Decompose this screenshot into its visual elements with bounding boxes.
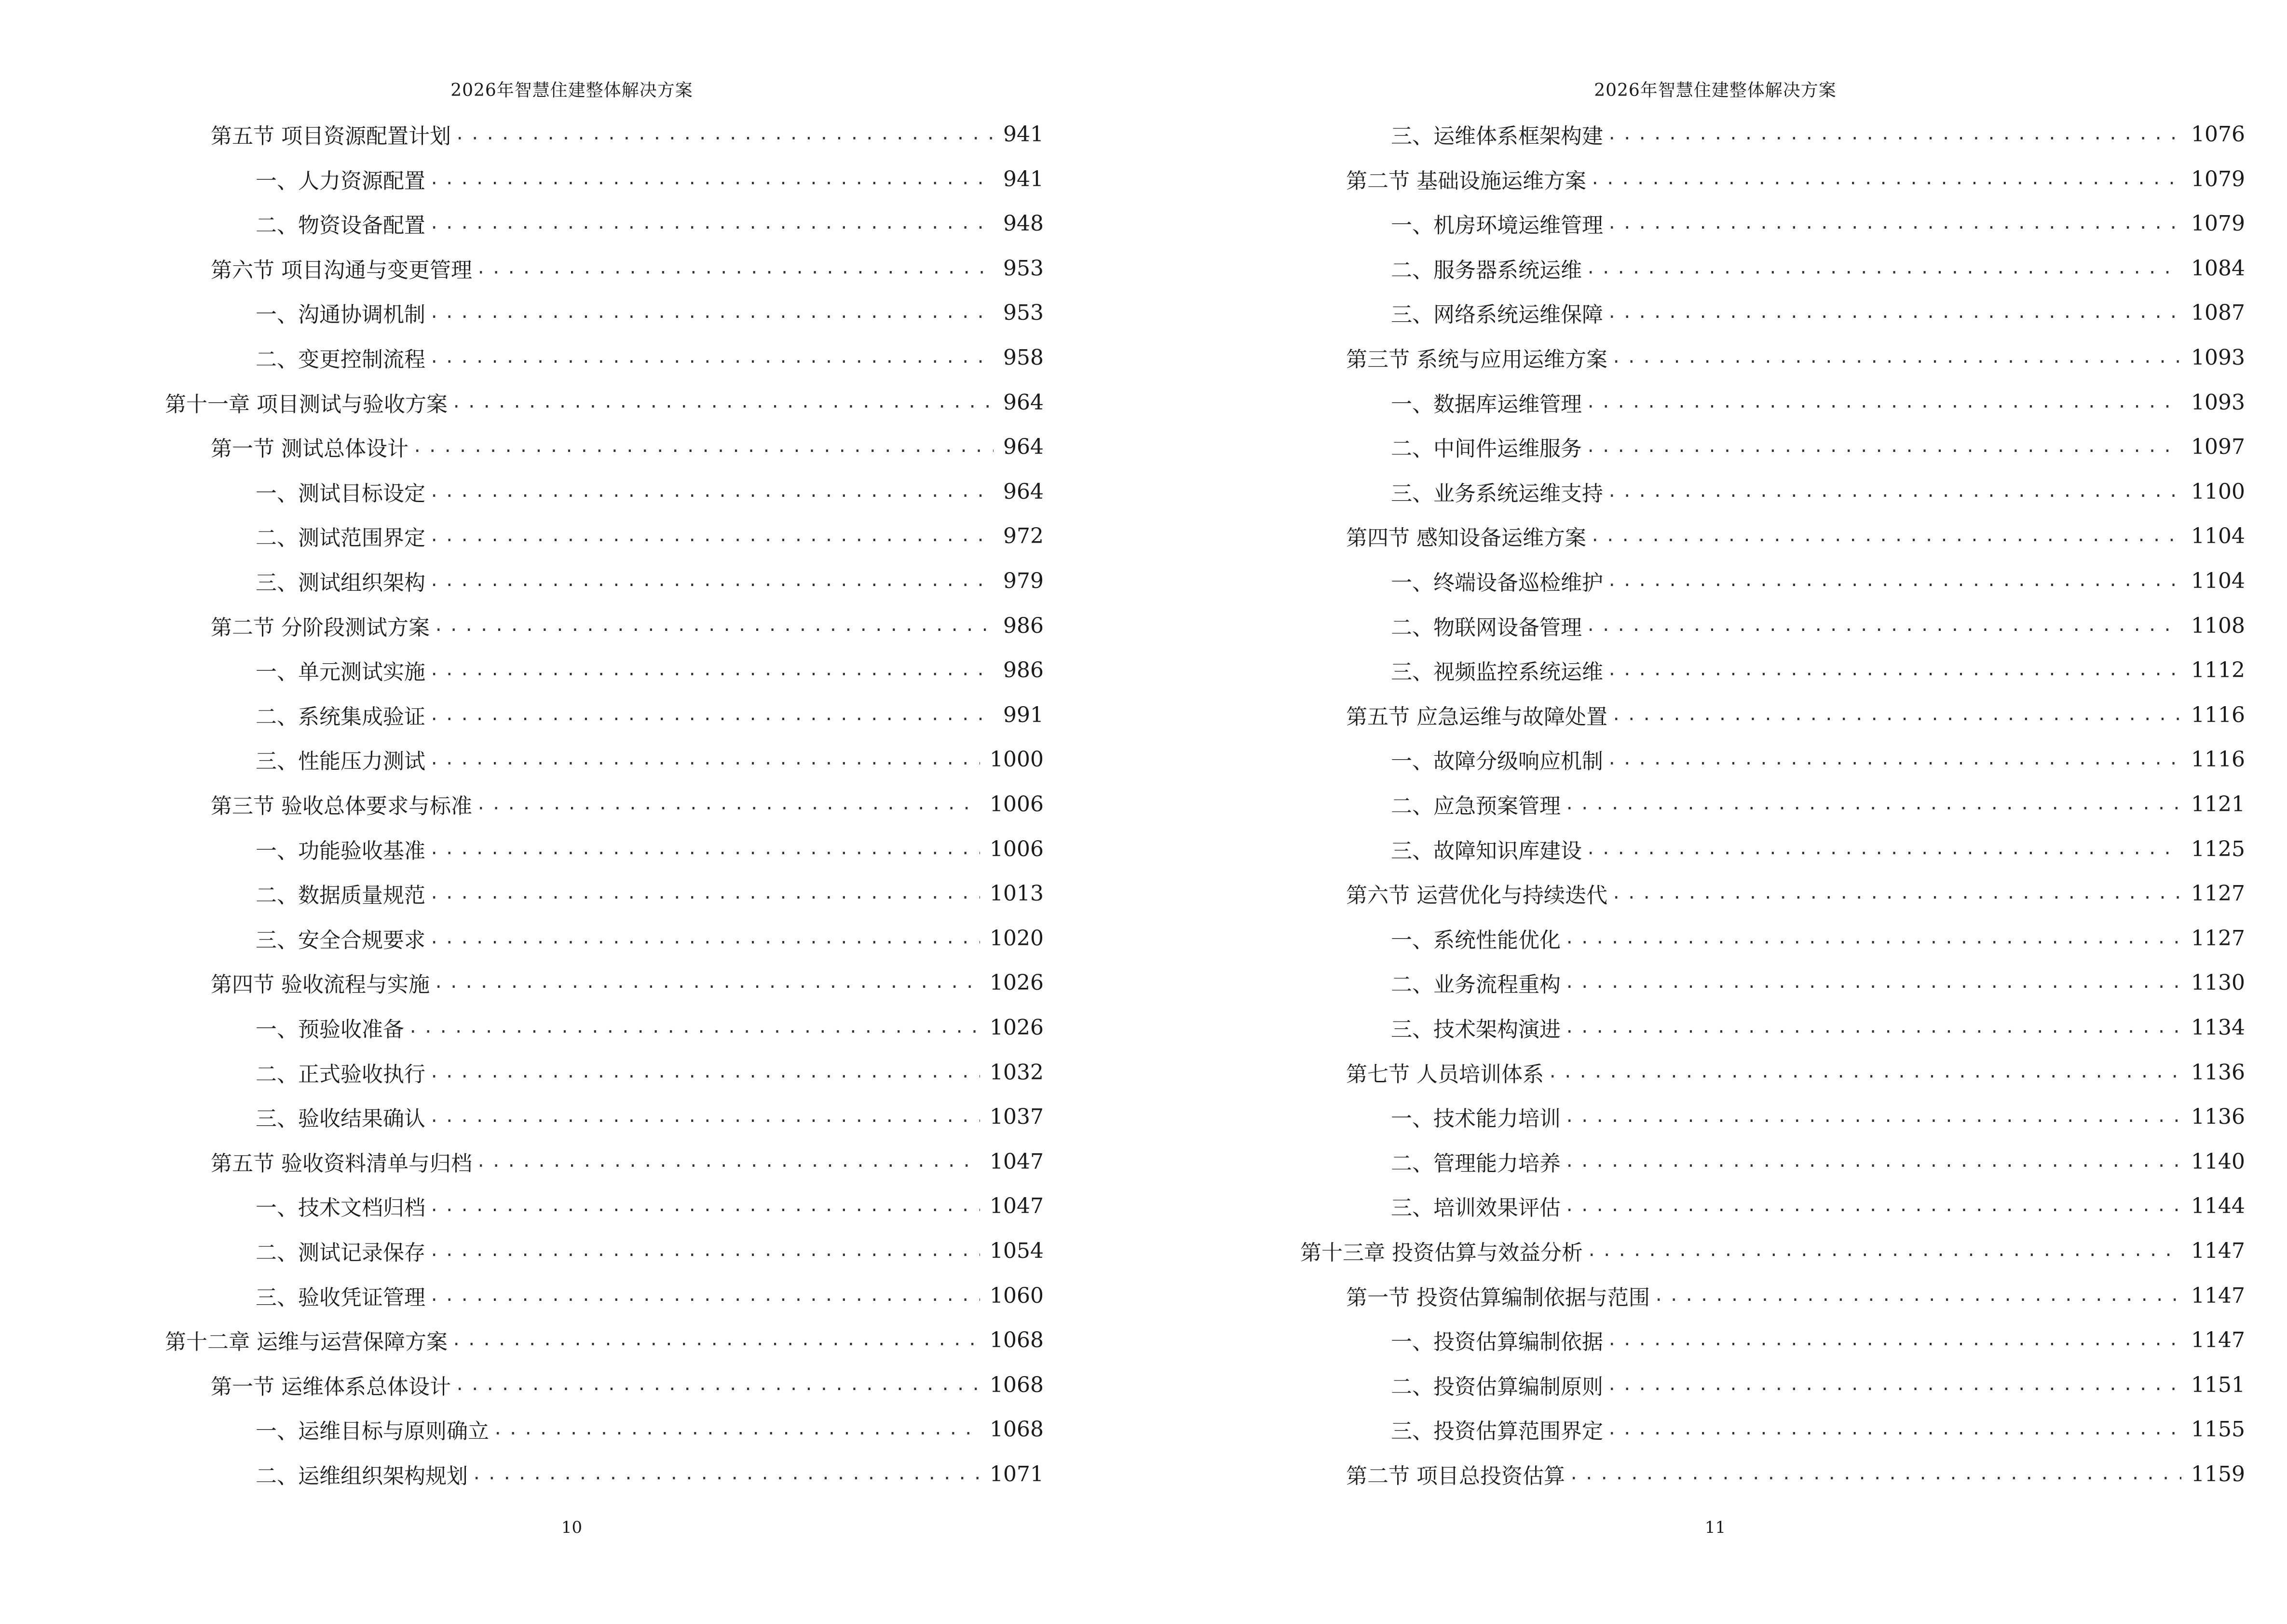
toc-dot-leader: [429, 1286, 980, 1305]
toc-dot-leader: [429, 1241, 980, 1260]
toc-entry-title: 二、物资设备配置: [256, 213, 425, 238]
toc-entry-page: 1134: [2191, 1015, 2245, 1040]
toc-entry-title: 三、投资估算范围界定: [1391, 1419, 1603, 1444]
toc-entry-title: 二、运维组织架构规划: [256, 1464, 468, 1488]
page-header: 2026年智慧住建整体解决方案: [450, 81, 693, 100]
toc-entry-page: 991: [1003, 702, 1044, 727]
toc-entry-page: 1136: [2191, 1104, 2245, 1129]
toc-entry-title: 二、测试范围界定: [256, 526, 425, 550]
toc-entry-title: 第一节 测试总体设计: [211, 437, 408, 461]
toc-entry-page: 1104: [2191, 568, 2245, 593]
toc-dot-leader: [451, 1330, 980, 1350]
toc-section-entry: [1346, 1457, 2245, 1491]
toc-entry-title: 三、测试组织架构: [256, 571, 425, 595]
toc-dot-leader: [1611, 705, 2181, 724]
toc-subsection-entry: [256, 832, 1044, 866]
toc-entry-title: 第四节 验收流程与实施: [211, 972, 430, 997]
toc-entry-title: 一、机房环境运维管理: [1391, 213, 1603, 238]
toc-entry-title: 一、人力资源配置: [256, 169, 425, 193]
toc-dot-leader: [1565, 973, 2181, 992]
toc-dot-leader: [429, 884, 980, 903]
toc-subsection-entry: [1391, 1145, 2245, 1178]
toc-entry-title: 二、投资估算编制原则: [1391, 1375, 1603, 1399]
toc-dot-leader: [1565, 794, 2181, 814]
toc-dot-leader: [1607, 482, 2181, 501]
toc-subsection-entry: [1391, 1412, 2245, 1446]
toc-dot-leader: [451, 393, 994, 412]
toc-dot-leader: [429, 1063, 980, 1082]
toc-entry-page: 1136: [2191, 1060, 2245, 1085]
toc-dot-leader: [1607, 750, 2181, 769]
toc-entry-title: 第一节 运维体系总体设计: [211, 1375, 451, 1399]
toc-dot-leader: [1590, 169, 2181, 189]
toc-dot-leader: [429, 303, 994, 322]
toc-entry-title: 二、中间件运维服务: [1391, 437, 1582, 461]
toc-chapter-entry: [1300, 1234, 2245, 1268]
toc-section-entry: [211, 1145, 1044, 1178]
toc-entry-page: 941: [1003, 122, 1044, 147]
toc-subsection-entry: [256, 1010, 1044, 1044]
toc-dot-leader: [412, 437, 994, 456]
toc-dot-leader: [1565, 1107, 2181, 1126]
toc-dot-leader: [429, 1196, 980, 1215]
toc-entry-page: 1116: [2191, 747, 2245, 772]
toc-entry-page: 1087: [2191, 300, 2245, 325]
page-number: 10: [561, 1518, 583, 1537]
toc-subsection-entry: [256, 475, 1044, 508]
toc-entry-title: 二、数据质量规范: [256, 883, 425, 908]
toc-entry-page: 953: [1003, 300, 1044, 325]
toc-entry-page: 953: [1003, 256, 1044, 281]
toc-entry-title: 第二节 项目总投资估算: [1346, 1464, 1565, 1488]
toc-entry-page: 1100: [2191, 479, 2245, 504]
toc-entry-title: 第七节 人员培训体系: [1346, 1062, 1544, 1087]
toc-section-entry: [211, 251, 1044, 285]
right-page: [1144, 0, 2287, 1624]
toc-subsection-entry: [256, 1234, 1044, 1268]
toc-section-entry: [1346, 162, 2245, 196]
toc-subsection-entry: [1391, 742, 2245, 776]
toc-dot-leader: [429, 482, 994, 501]
toc-entry-title: 三、业务系统运维支持: [1391, 481, 1603, 506]
toc-entry-page: 1151: [2191, 1372, 2245, 1397]
toc-subsection-entry: [256, 921, 1044, 955]
toc-entry-title: 一、终端设备巡检维护: [1391, 571, 1603, 595]
toc-dot-leader: [476, 1152, 980, 1171]
toc-subsection-entry: [1391, 966, 2245, 999]
toc-section-entry: [1346, 1279, 2245, 1312]
toc-dot-leader: [429, 571, 994, 590]
toc-section-entry: [211, 1368, 1044, 1402]
toc-entry-title: 二、测试记录保存: [256, 1241, 425, 1265]
toc-entry-title: 二、物联网设备管理: [1391, 615, 1582, 640]
toc-section-entry: [211, 787, 1044, 821]
toc-entry-title: 三、验收凭证管理: [256, 1285, 425, 1310]
toc-entry-page: 986: [1003, 657, 1044, 682]
toc-subsection-entry: [1391, 921, 2245, 955]
toc-subsection-entry: [1391, 1368, 2245, 1402]
toc-entry-title: 第六节 运营优化与持续迭代: [1346, 883, 1607, 908]
toc-entry-title: 一、故障分级响应机制: [1391, 749, 1603, 774]
toc-subsection-entry: [1391, 206, 2245, 240]
toc-dot-leader: [476, 259, 994, 278]
toc-entry-page: 1147: [2191, 1327, 2245, 1352]
toc-entry-page: 1121: [2191, 792, 2245, 817]
toc-entry-page: 1026: [990, 970, 1044, 995]
toc-subsection-entry: [1391, 787, 2245, 821]
toc-dot-leader: [429, 526, 994, 546]
toc-subsection-entry: [1391, 251, 2245, 285]
toc-entry-title: 一、测试目标设定: [256, 481, 425, 506]
toc-entry-title: 一、技术文档归档: [256, 1196, 425, 1220]
toc-entry-title: 第三节 系统与应用运维方案: [1346, 347, 1607, 372]
toc-entry-title: 三、性能压力测试: [256, 749, 425, 774]
toc-dot-leader: [1565, 928, 2181, 948]
toc-entry-title: 一、运维目标与原则确立: [256, 1419, 489, 1444]
toc-dot-leader: [1611, 884, 2181, 903]
toc-section-entry: [1346, 1055, 2245, 1089]
toc-dot-leader: [1590, 526, 2181, 546]
toc-entry-title: 第六节 项目沟通与变更管理: [211, 258, 472, 283]
toc-entry-page: 1068: [990, 1327, 1044, 1352]
toc-entry-title: 一、功能验收基准: [256, 839, 425, 863]
toc-entry-page: 1130: [2191, 970, 2245, 995]
toc-entry-page: 1108: [2191, 613, 2245, 638]
toc-dot-leader: [1607, 1375, 2181, 1394]
page-header: 2026年智慧住建整体解决方案: [1594, 81, 1837, 100]
toc-subsection-entry: [256, 698, 1044, 732]
toc-dot-leader: [429, 750, 980, 769]
toc-entry-title: 第二节 分阶段测试方案: [211, 615, 430, 640]
toc-subsection-entry: [256, 564, 1044, 598]
toc-subsection-entry: [256, 1055, 1044, 1089]
toc-dot-leader: [1586, 839, 2181, 859]
toc-entry-page: 1079: [2191, 166, 2245, 191]
toc-dot-leader: [1611, 348, 2181, 367]
toc-entry-title: 二、服务器系统运维: [1391, 258, 1582, 283]
toc-dot-leader: [1654, 1286, 2181, 1305]
toc-entry-page: 1026: [990, 1015, 1044, 1040]
toc-subsection-entry: [256, 162, 1044, 196]
toc-entry-page: 1068: [990, 1372, 1044, 1397]
toc-dot-leader: [429, 928, 980, 948]
toc-dot-leader: [408, 1018, 980, 1037]
toc-entry-title: 二、变更控制流程: [256, 347, 425, 372]
toc-entry-title: 三、运维体系框架构建: [1391, 124, 1603, 149]
toc-entry-page: 964: [1003, 479, 1044, 504]
toc-dot-leader: [429, 214, 994, 233]
toc-dot-leader: [429, 169, 994, 189]
toc-entry-page: 1006: [990, 792, 1044, 817]
toc-entry-page: 941: [1003, 166, 1044, 191]
toc-dot-leader: [1569, 1464, 2181, 1484]
toc-entry-title: 第十二章 运维与运营保障方案: [165, 1330, 448, 1354]
toc-dot-leader: [455, 1375, 980, 1394]
toc-entry-page: 964: [1003, 390, 1044, 415]
toc-entry-page: 1127: [2191, 881, 2245, 906]
toc-entry-page: 972: [1003, 523, 1044, 548]
toc-entry-title: 二、正式验收执行: [256, 1062, 425, 1087]
toc-entry-title: 第五节 应急运维与故障处置: [1346, 705, 1607, 729]
toc-dot-leader: [429, 660, 994, 680]
toc-entry-page: 1140: [2191, 1149, 2245, 1174]
toc-entry-title: 三、培训效果评估: [1391, 1196, 1561, 1220]
toc-entry-page: 1127: [2191, 926, 2245, 951]
toc-entry-title: 第四节 感知设备运维方案: [1346, 526, 1586, 550]
toc-entry-title: 三、故障知识库建设: [1391, 839, 1582, 863]
toc-chapter-entry: [165, 385, 1044, 419]
toc-entry-title: 第五节 验收资料清单与归档: [211, 1151, 472, 1176]
toc-entry-title: 第三节 验收总体要求与标准: [211, 794, 472, 819]
toc-subsection-entry: [1391, 1010, 2245, 1044]
toc-dot-leader: [1607, 571, 2181, 590]
toc-subsection-entry: [256, 206, 1044, 240]
toc-subsection-entry: [1391, 1100, 2245, 1133]
toc-dot-leader: [1587, 1241, 2181, 1260]
toc-entry-title: 一、数据库运维管理: [1391, 392, 1582, 417]
toc-entry-page: 1054: [990, 1238, 1044, 1263]
toc-subsection-entry: [1391, 117, 2245, 151]
toc-dot-leader: [434, 616, 994, 635]
toc-entry-page: 1112: [2191, 657, 2245, 682]
toc-entry-page: 1155: [2191, 1417, 2245, 1442]
toc-subsection-entry: [1391, 1323, 2245, 1357]
toc-dot-leader: [1607, 1330, 2181, 1350]
toc-subsection-entry: [1391, 430, 2245, 464]
toc-subsection-entry: [1391, 385, 2245, 419]
toc-entry-title: 三、技术架构演进: [1391, 1017, 1561, 1042]
toc-dot-leader: [476, 794, 980, 814]
toc-section-entry: [1346, 876, 2245, 910]
toc-dot-leader: [429, 839, 980, 859]
toc-entry-page: 948: [1003, 211, 1044, 236]
toc-entry-page: 1147: [2191, 1283, 2245, 1308]
toc-entry-page: 964: [1003, 434, 1044, 459]
toc-entry-page: 1116: [2191, 702, 2245, 727]
toc-dot-leader: [429, 1107, 980, 1126]
toc-entry-page: 979: [1003, 568, 1044, 593]
toc-entry-title: 一、技术能力培训: [1391, 1106, 1561, 1131]
toc-entry-title: 第二节 基础设施运维方案: [1346, 169, 1586, 193]
toc-entry-page: 1006: [990, 836, 1044, 861]
toc-section-entry: [211, 966, 1044, 999]
toc-subsection-entry: [1391, 1189, 2245, 1223]
toc-entry-page: 958: [1003, 345, 1044, 370]
toc-section-entry: [211, 430, 1044, 464]
toc-entry-page: 1013: [990, 881, 1044, 906]
toc-entry-title: 二、业务流程重构: [1391, 972, 1561, 997]
toc-section-entry: [211, 609, 1044, 642]
toc-subsection-entry: [256, 1189, 1044, 1223]
toc-section-entry: [1346, 698, 2245, 732]
toc-dot-leader: [1548, 1063, 2181, 1082]
toc-entry-page: 1076: [2191, 122, 2245, 147]
toc-dot-leader: [1586, 259, 2181, 278]
toc-entry-title: 三、网络系统运维保障: [1391, 302, 1603, 327]
toc-entry-page: 1147: [2191, 1238, 2245, 1263]
table-of-contents: [1144, 0, 2287, 1624]
toc-entry-title: 三、视频监控系统运维: [1391, 660, 1603, 684]
toc-entry-page: 1037: [990, 1104, 1044, 1129]
toc-subsection-entry: [256, 876, 1044, 910]
toc-dot-leader: [1607, 124, 2181, 144]
toc-chapter-entry: [165, 1323, 1044, 1357]
toc-entry-page: 1104: [2191, 523, 2245, 548]
toc-entry-title: 二、管理能力培养: [1391, 1151, 1561, 1176]
toc-subsection-entry: [1391, 832, 2245, 866]
toc-entry-title: 第一节 投资估算编制依据与范围: [1346, 1285, 1650, 1310]
toc-entry-title: 一、系统性能优化: [1391, 928, 1561, 953]
toc-entry-page: 1093: [2191, 390, 2245, 415]
toc-subsection-entry: [256, 653, 1044, 687]
toc-subsection-entry: [256, 742, 1044, 776]
toc-entry-title: 一、预验收准备: [256, 1017, 404, 1042]
toc-section-entry: [211, 117, 1044, 151]
page-number: 11: [1704, 1518, 1726, 1537]
toc-subsection-entry: [256, 341, 1044, 374]
toc-dot-leader: [1607, 303, 2181, 322]
toc-dot-leader: [434, 973, 980, 992]
toc-dot-leader: [1565, 1018, 2181, 1037]
toc-dot-leader: [1586, 393, 2181, 412]
toc-entry-title: 三、验收结果确认: [256, 1106, 425, 1131]
toc-entry-title: 二、应急预案管理: [1391, 794, 1561, 819]
toc-subsection-entry: [1391, 564, 2245, 598]
toc-entry-page: 1125: [2191, 836, 2245, 861]
toc-subsection-entry: [1391, 609, 2245, 642]
toc-entry-title: 二、系统集成验证: [256, 705, 425, 729]
toc-entry-page: 986: [1003, 613, 1044, 638]
toc-dot-leader: [429, 348, 994, 367]
toc-entry-page: 1079: [2191, 211, 2245, 236]
toc-entry-title: 三、安全合规要求: [256, 928, 425, 953]
toc-subsection-entry: [256, 1412, 1044, 1446]
toc-subsection-entry: [1391, 653, 2245, 687]
toc-dot-leader: [1565, 1196, 2181, 1215]
toc-section-entry: [1346, 519, 2245, 553]
toc-subsection-entry: [256, 296, 1044, 329]
toc-subsection-entry: [256, 519, 1044, 553]
toc-subsection-entry: [256, 1457, 1044, 1491]
toc-entry-page: 1020: [990, 926, 1044, 951]
toc-dot-leader: [493, 1419, 980, 1439]
toc-entry-title: 第五节 项目资源配置计划: [211, 124, 451, 149]
toc-entry-title: 第十三章 投资估算与效益分析: [1300, 1241, 1583, 1265]
toc-dot-leader: [455, 124, 994, 144]
toc-subsection-entry: [256, 1100, 1044, 1133]
toc-entry-title: 一、沟通协调机制: [256, 302, 425, 327]
toc-entry-page: 1047: [990, 1193, 1044, 1218]
toc-entry-title: 第十一章 项目测试与验收方案: [165, 392, 448, 417]
toc-section-entry: [1346, 341, 2245, 374]
toc-entry-page: 1093: [2191, 345, 2245, 370]
toc-subsection-entry: [1391, 296, 2245, 329]
toc-subsection-entry: [256, 1279, 1044, 1312]
toc-entry-page: 1084: [2191, 256, 2245, 281]
toc-entry-page: 1060: [990, 1283, 1044, 1308]
toc-dot-leader: [429, 705, 994, 724]
toc-entry-title: 一、投资估算编制依据: [1391, 1330, 1603, 1354]
toc-dot-leader: [1607, 1419, 2181, 1439]
toc-dot-leader: [1565, 1152, 2181, 1171]
toc-entry-page: 1047: [990, 1149, 1044, 1174]
toc-entry-page: 1144: [2191, 1193, 2245, 1218]
toc-entry-page: 1071: [990, 1461, 1044, 1487]
toc-subsection-entry: [1391, 475, 2245, 508]
toc-dot-leader: [1607, 660, 2181, 680]
toc-entry-page: 1032: [990, 1060, 1044, 1085]
toc-entry-page: 1097: [2191, 434, 2245, 459]
toc-dot-leader: [1607, 214, 2181, 233]
toc-dot-leader: [472, 1464, 980, 1484]
toc-entry-page: 1068: [990, 1417, 1044, 1442]
toc-entry-title: 一、单元测试实施: [256, 660, 425, 684]
toc-entry-page: 1159: [2191, 1461, 2245, 1487]
toc-dot-leader: [1586, 437, 2181, 456]
toc-entry-page: 1000: [990, 747, 1044, 772]
toc-dot-leader: [1586, 616, 2181, 635]
